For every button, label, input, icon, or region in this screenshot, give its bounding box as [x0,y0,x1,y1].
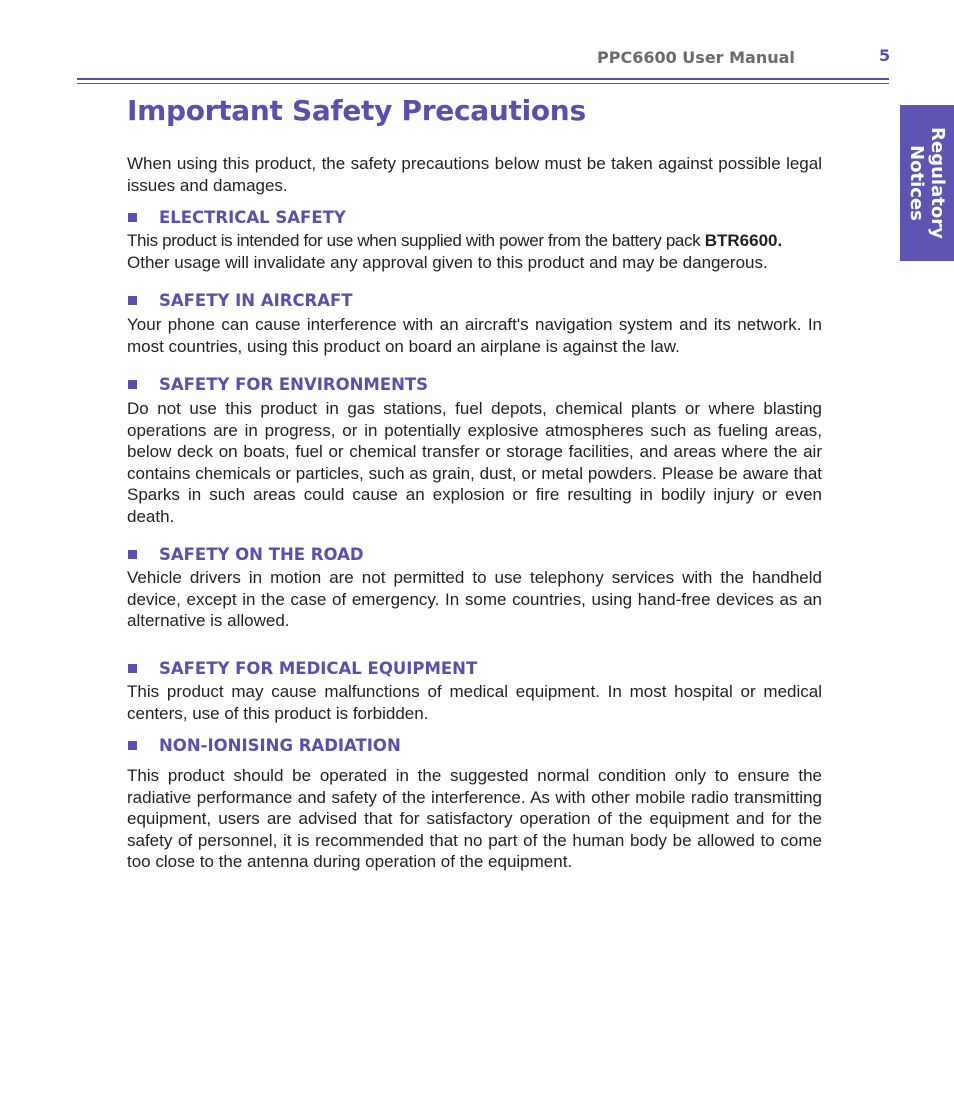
section-text-medical: This product may cause malfunctions of medical equipment. In most hospital or medical centers, use of this product is forbidden. [127,682,822,723]
section-heading-text: SAFETY FOR MEDICAL EQUIPMENT [159,659,478,678]
section-heading-electrical-safety [127,208,346,227]
square-bullet-icon [128,741,137,750]
section-text-radiation: This product should be operated in the suggested normal condition only to ensure the radiative performance and safety of the interference. As with other mobile radio transmitting equipment, users are advised that for satisfactory operation of the equipment and for the safety of personnel, it is recommended that no part of the human body be allowed to come too close to the antenna during operation of the equipment. [127,766,822,871]
section-heading-environments [127,375,428,394]
section-heading-text: SAFETY IN AIRCRAFT [159,291,353,310]
chapter-tab-line2: Notices [906,145,927,221]
chapter-tab-line1: Regulatory [927,127,948,239]
header-rule-thin [77,83,889,84]
page-number: 5 [879,46,891,65]
square-bullet-icon [128,296,137,305]
electrical-text: This product is intended for use when supplied with power from the battery pack [127,231,705,250]
square-bullet-icon [128,213,137,222]
section-text-electrical-safety [127,230,822,273]
intro-paragraph: When using this product, the safety precautions below must be taken against possible legal issues and damages. [127,154,822,195]
battery-model: BTR6600 [704,231,778,250]
header-rule [77,78,889,80]
section-heading-aircraft [127,291,353,310]
section-heading-text: ELECTRICAL SAFETY [159,208,346,227]
section-heading-text: NON-IONISING RADIATION [159,736,401,755]
manual-title: PPC6600 User Manual [597,48,795,67]
section-text-road: Vehicle drivers in motion are not permitted to use telephony services with the handheld device, except in the case of emergency. In some countries, using hand-free devices as an alternative is allowed. [127,568,822,630]
square-bullet-icon [128,664,137,673]
section-heading-text: SAFETY ON THE ROAD [159,545,364,564]
section-heading-radiation [127,736,401,755]
section-heading-medical [127,659,477,678]
chapter-tab[interactable] [900,105,954,261]
square-bullet-icon [128,550,137,559]
section-heading-road [127,545,364,564]
section-text-aircraft: Your phone can cause interference with an aircraft's navigation system and its network. In most countries, using this product on board an airplane is against the law. [127,315,822,356]
section-text-environments: Do not use this product in gas stations, fuel depots, chemical plants or where blasting operations are in progress, or in potentially explosive atmospheres such as fueling areas, below deck on boats, fuel or chemical transfer or storage facilities, and areas where the air contains chemicals or particles, such as grain, dust, or metal powders. Please be aware that Sparks in such areas could cause an explosion or fire resulting in bodily injury or even death. [127,399,822,526]
chapter-tab-label [906,127,948,239]
page-title: Important Safety Precautions [127,94,586,127]
square-bullet-icon [128,380,137,389]
electrical-text-line2: Other usage will invalidate any approval given to this product and may be dangerous. [127,252,768,272]
section-heading-text: SAFETY FOR ENVIRONMENTS [159,375,429,394]
electrical-text-end: . [777,231,783,250]
